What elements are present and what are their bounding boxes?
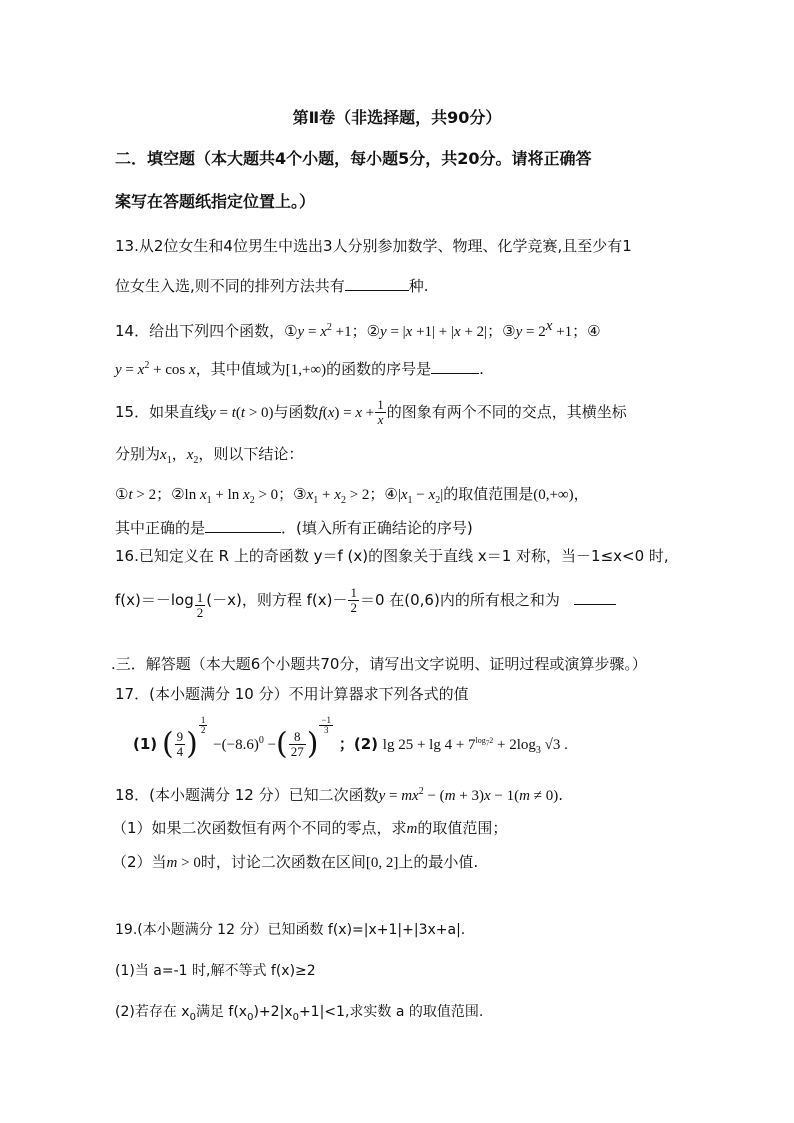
q15-line4 [115,518,473,538]
q15-end: ， [573,485,589,503]
q13-line1: 13.从2位女生和4位男生中选出3人分别参加数学、物理、化学竞赛,且至少有1 [115,237,632,255]
q13-text: 位女生入选,则不同的排列方法共有 [115,277,345,295]
q15-line1: 15．如果直线y = t(t > 0)与函数f(x) = x + $\frac{1}{x}$ 的图象有两个不同的交点，其横坐标 [115,397,627,427]
fill-blank-heading-line2: 案写在答题纸指定位置上。） [115,192,316,211]
q14-line1: 14．给出下列四个函数，①y = $x^2 +1$；②y = |x +1| + |x + 2|；③y = $2^x +1$；④ [115,318,601,340]
q14-mark3: ；③ [487,322,516,340]
q16-log-base: $\frac{1}{2}$ [196,590,204,620]
q19-sub2 [115,1002,483,1028]
q15-label: 15．如果直线 [115,403,210,421]
q18-sub1-text2: 的取值范围； [417,819,508,837]
q13-text-end: 种. [408,277,429,295]
q15-text: 与函数 [273,403,319,421]
q18-text: 18．(本小题满分 12 分）已知二次函数 [115,786,379,804]
q14-mark1: ① [284,322,298,340]
q14-label: 14．给出下列四个函数， [115,322,285,340]
q19-line1: 19.(本小题满分 12 分）已知函数 f(x)=|x+1|+|3x+a|. [115,922,466,938]
q15-text3: 分别为 [115,445,161,463]
q15-c1-mark: ① [115,485,129,503]
q15-text6: 其中正确的是 [115,519,206,537]
q18-sub1: （1）如果二次函数恒有两个不同的零点，求m的取值范围； [112,819,508,837]
q16-text3: ＝0 在(0,6)内的所有根之和为 [359,591,560,609]
q18-sub1-text: （1）如果二次函数恒有两个不同的零点，求 [112,819,407,837]
q15-frac: $\frac{1}{x}$ [377,397,384,427]
q14-func4: y [115,362,122,378]
solve-heading: .三．解答题（本大题6个小题共70分，请写出文字说明、证明过程或演算步骤。） [111,655,647,673]
q16-answer-blank [574,590,616,605]
q18-line1: 18．(本小题满分 12 分）已知二次函数$y = mx^2 - (m + 3)x - 1(m \ne 0)$. [115,786,563,804]
q14-func2: y [380,324,387,340]
q13-answer-blank [345,276,409,291]
q16-line1: 16.已知定义在 R 上的奇函数 y＝f (x)的图象关于直线 x＝1 对称，当－1≤x<0 时, [115,547,669,565]
q13-line2 [115,276,429,296]
q15-text2: 的图象有两个不同的交点，其横坐标 [386,403,627,421]
q16-text2: (－x)，则方程 f(x)－ [206,591,348,609]
q14-end: . [479,360,484,378]
q18-func: y [378,788,386,804]
q15-text4: ，则以下结论： [198,445,304,463]
q14-mark2: ；② [351,322,381,340]
q19-sub2-text4: +1|<1,求实数 a 的取值范围. [298,1004,484,1020]
q17-part2-label: ；(2) [338,735,378,753]
q15-answer-blank [205,518,281,533]
q19-sub-zero2: 0 [247,1011,254,1023]
q15-func: f [318,405,323,421]
q18-end: . [558,786,563,804]
q14-text: ，其中值域为 [195,360,286,378]
q19-sub2-text3: )+2|x [253,1004,293,1020]
q19-sub2-text: (2)若存在 x [115,1004,190,1020]
q17-part1-label: (1) [133,735,158,753]
fill-blank-heading-line1: 二．填空题（本大题共4个小题，每小题5分，共20分。请将正确答 [115,149,592,168]
q19-sub1: (1)当 a=-1 时,解不等式 f(x)≥2 [115,963,316,979]
q19-sub-zero: 0 [189,1011,196,1023]
q14-range: [1,+∞) [285,362,327,378]
q17-expr: (1) ( $\frac{9}{4}$ ) $\frac{1}{2}$ $-(-8.6)^0$ −( $\frac{8}{27}$ ) $\frac{-1}{3}$ ；(2) $\lg 25 + \lg 4 + 7^{log_72} + 2\log_3$ √3 . [133,715,568,762]
q19-sub2-text2: 满足 f(x [195,1004,248,1020]
q15-c4-mark: ；④ [369,485,398,503]
q15-text5: 的取值范围是 [443,485,534,503]
q19-sub-zero3: 0 [292,1011,299,1023]
q14-func1: y [297,324,305,340]
q14-func3: y [515,324,523,340]
q18-sub2-text2: 时，讨论二次函数在区间 [200,853,366,871]
q15-line3: ①t > 2；②ln $x_1 + \ln x_2 > 0$；$③x_1 + x_2 > 2$；$④|x_1 - x_2|$的取值范围是(0,+∞)， [115,485,589,506]
q16-text: f(x)＝－log [115,591,194,609]
q15-line2: 分别为$x_1$，$x_2$，则以下结论： [115,445,304,466]
q17-expr2: $\lg 25 + \lg 4 + 7^{log_72} + 2\log_3$ √3 . [382,736,568,756]
q18-sub2: （2）当m > 0时，讨论二次函数在区间[0, 2]上的最小值. [112,853,479,871]
q15-text7: ．(填入所有正确结论的序号) [281,519,473,537]
q14-line2: $y = x^2 + \cos x$，其中值域为[1,+∞)的函数的序号是 . [115,360,484,378]
q17-line1: 17．(本小题满分 10 分）不用计算器求下列各式的值 [115,685,469,703]
q18-sub2-text: （2）当 [112,853,167,871]
q14-text2: 的函数的序号是 [326,360,432,378]
q16-half: $\frac{1}{2}$ [350,585,357,615]
q16-line2 [115,586,616,638]
q15-line-eq: y [209,405,216,421]
q14-mark4: ；④ [572,322,601,340]
q15-sep: ， [171,445,187,463]
q18-sub2-text3: 上的最小值. [398,853,479,871]
q14-answer-blank [431,359,479,374]
q15-c3-mark: ；③ [278,485,307,503]
q15-c2-mark: ；② [156,485,185,503]
section-title: 第Ⅱ卷（非选择题，共90分） [292,108,502,127]
